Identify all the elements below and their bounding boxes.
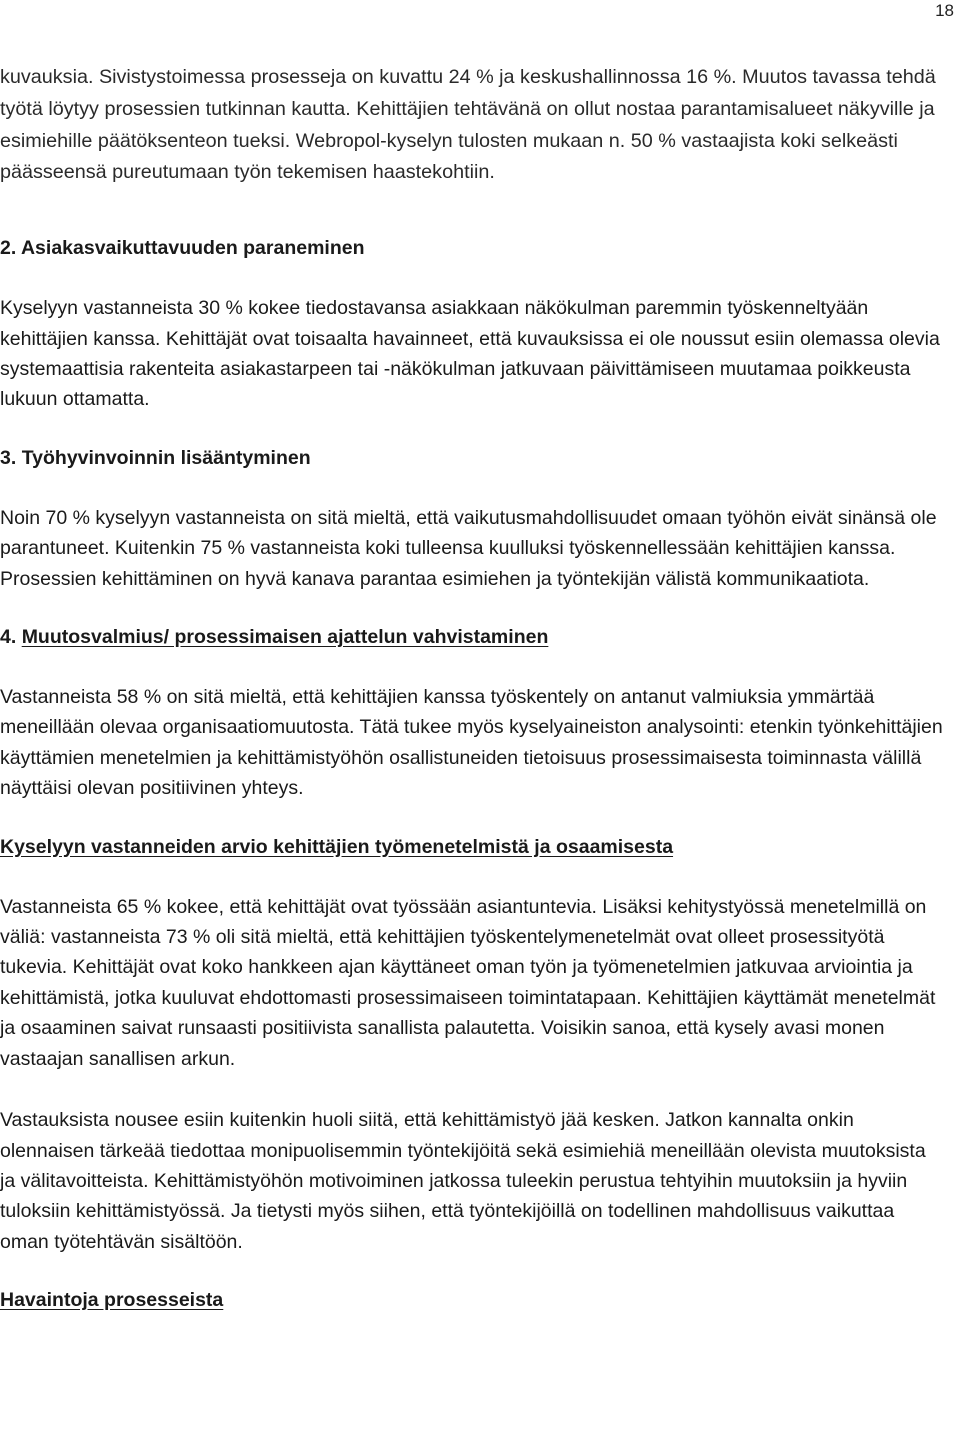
- survey-evaluation-heading: Kyselyyn vastanneiden arvio kehittäjien työmenetelmistä ja osaamisesta: [0, 835, 674, 858]
- section-4-number: 4.: [0, 626, 17, 649]
- survey-evaluation-body-2: Vastauksista nousee esiin kuitenkin huoli siitä, että kehittämistyö jää kesken. Jatkon kannalta onkin olennaisen tärkeää tiedottaa monipuolisemmin työntekijöitä sekä esimiehiä meneillään olevista muutoksista ja välitavoitteista. Kehittämistyöhön motivoiminen jatkossa tuleekin perustua tehtyihin muutoksiin ja hyviin tuloksiin kehittämistyössä. Ja tietysti myös siihen, että työntekijöillä on todellinen mahdollisuus vaikuttaa oman työtehtävän sisältöön.: [0, 1109, 926, 1253]
- observations-heading: Havaintoja prosesseista: [0, 1289, 224, 1312]
- section-4-heading: [0, 622, 945, 652]
- section-3-heading: [0, 443, 945, 473]
- section-2-body: Kyselyyn vastanneista 30 % kokee tiedostavansa asiakkaan näkökulman paremmin työskenneltyään kehittäjien kanssa. Kehittäjät ovat toisaalta havainneet, että kuvauksissa ei ole noussut esiin olemassa olevia systemaattisia rakenteita asiakastarpeen tai -näkökulman jatkuvaan päivittämiseen muutamaa poikkeusta lukuun ottamatta.: [0, 297, 940, 411]
- intro-paragraph: kuvauksia. Sivistystoimessa prosesseja on kuvattu 24 % ja keskushallinnossa 16 %. Muutos tavassa tehdä työtä löytyy prosessien tutkinnan kautta. Kehittäjien tehtävänä on ollut nostaa parantamisalueet näkyville ja esimiehille päätöksenteon tueksi. Webropol-kyselyn tulosten mukaan n. 50 % vastaajista koki selkeästi päässeensä pureutumaan työn tekemisen haastekohtiin.: [0, 66, 936, 184]
- section-3-body: Noin 70 % kyselyyn vastanneista on sitä mieltä, että vaikutusmahdollisuudet omaan työhön eivät sinänsä ole parantuneet. Kuitenkin 75 % vastanneista koki tulleensa kuulluksi työskennellessään kehittäjien kanssa. Prosessien kehittäminen on hyvä kanava parantaa esimiehen ja työntekijän välistä kommunikaatiota.: [0, 506, 937, 590]
- survey-evaluation-body-1: Vastanneista 65 % kokee, että kehittäjät ovat työssään asiantuntevia. Lisäksi kehitystyössä menetelmillä on väliä: vastanneista 73 % oli sitä mieltä, että kehittäjien työskentelymenetelmät ovat olleet prosessityötä tukevia. Kehittäjät ovat koko hankkeen ajan käyttäneet oman työn ja työmenetelmien jatkuvaa arviointia ja kehittämistä, jotka kuuluvat ehdottomasti prosessimaiseen toimintatapaan. Kehittäjien käyttämät menetelmät ja osaaminen saivat runsaasti positiivista sanallista palautetta. Voisikin sanoa, että kysely avasi monen vastaajan sanallisen arkun.: [0, 895, 936, 1070]
- page-number: 18: [935, 1, 954, 20]
- section-3-title: Työhyvinvoinnin lisääntyminen: [21, 446, 311, 469]
- section-2-heading: [0, 233, 945, 263]
- section-2-number: 2.: [0, 237, 17, 260]
- section-2-title: Asiakasvaikuttavuuden paraneminen: [20, 237, 365, 260]
- section-3-number: 3.: [0, 446, 17, 469]
- section-4-title: Muutosvalmius/ prosessimaisen ajattelun vahvistaminen: [21, 626, 549, 649]
- section-4-body: Vastanneista 58 % on sitä mieltä, että kehittäjien kanssa työskentely on antanut valmiuksia ymmärtää meneillään olevaa organisaatiomuutosta. Tätä tukee myös kyselyaineiston analysointi: etenkin työnkehittäjien käyttämien menetelmien ja kehittämistyöhön osallistuneiden tietoisuus prosessimaisesta toiminnasta välillä näyttäisi olevan positiivinen yhteys.: [0, 686, 943, 800]
- document-page: [0, 62, 945, 1315]
